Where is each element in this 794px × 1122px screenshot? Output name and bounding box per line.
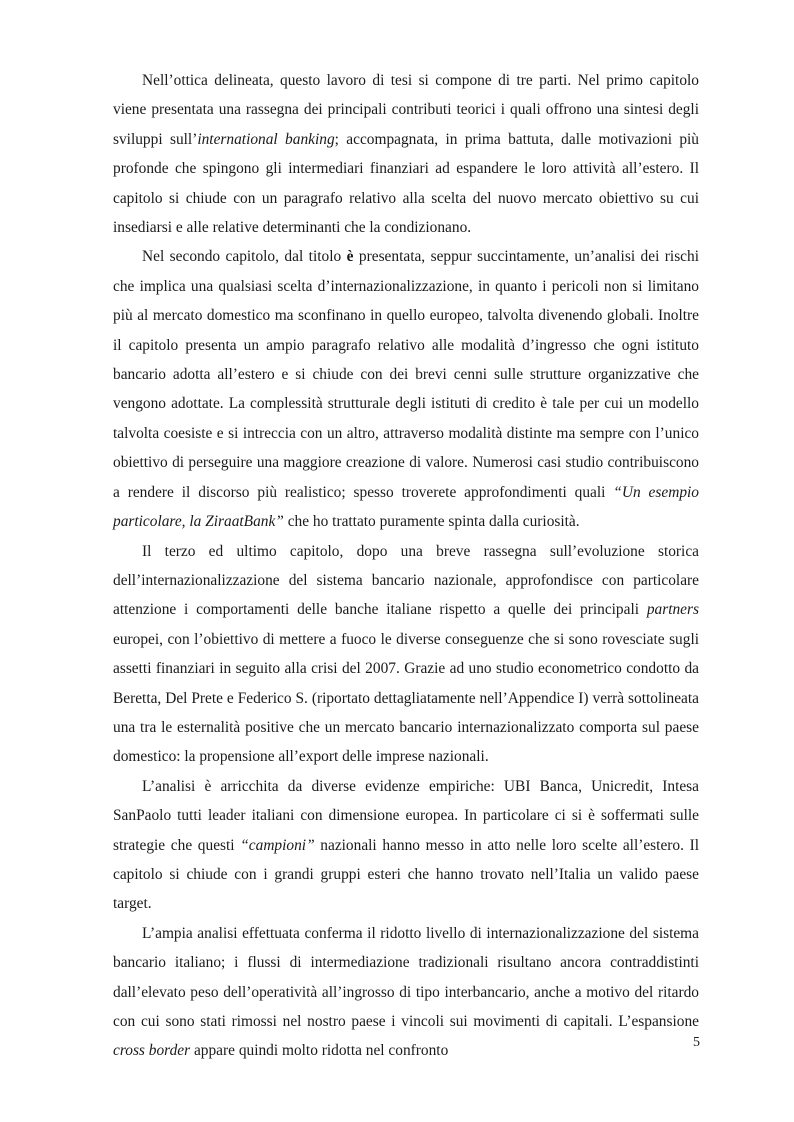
text-run: L’analisi è arricchita da diverse evidenze empiriche: UBI Banca, Unicredit, Intesa SanPaolo tutti leader italiani con dimensione europea. In particolare ci si è soffermati sulle strategie che questi bbox=[113, 777, 699, 854]
text-run-italic: international banking bbox=[197, 130, 335, 148]
text-run: presentata, seppur succintamente, un’analisi dei rischi che implica una qualsiasi scelta d’internazionalizzazione, in quanto i pericoli non si limitano più al mercato domestico ma sconfinano in quello europeo, talvolta divenendo globali. Inoltre il capitolo presenta un ampio paragrafo relativo alle modalità d’ingresso che ogni istituto bancario adotta all’estero e si chiude con dei brevi cenni sulle strutture organizzative che vengono adottate. La complessità strutturale degli istituti di credito è tale per cui un modello talvolta coesiste e si intreccia con un altro, attraverso modalità distinte ma sempre con l’unico obiettivo di perseguire una maggiore creazione di valore. Numerosi casi studio contribuiscono a rendere il discorso più realistico; spesso troverete approfondimenti quali bbox=[113, 248, 699, 501]
text-run: nazionali hanno messo in atto nelle loro scelte all’estero. Il capitolo si chiude con i grandi gruppi esteri che hanno trovato nell’Italia un valido paese target. bbox=[113, 836, 700, 913]
text-run: Il terzo ed ultimo capitolo, dopo una breve rassegna sull’evoluzione storica dell’internazionalizzazione del sistema bancario nazionale, approfondisce con particolare attenzione i comportamenti delle banche italiane rispetto a quelle dei principali bbox=[113, 542, 699, 619]
text-run: Nel secondo capitolo, dal titolo bbox=[142, 248, 347, 266]
paragraph-second-chapter bbox=[113, 242, 699, 536]
text-run: europei, con l’obiettivo di mettere a fuoco le diverse conseguenze che si sono rovesciate sugli assetti finanziari in seguito alla crisi del 2007. Grazie ad uno studio econometrico condotto da Beretta, Del Prete e Federico S. (riportato dettagliatamente nell’Appendice I) verrà sottolineata una tra le esternalità positive che un mercato bancario internazionalizzato comporta sul paese domestico: la propensione all’export delle imprese nazionali. bbox=[113, 630, 699, 766]
paragraph-intro bbox=[113, 66, 699, 242]
text-run-italic: “campioni” bbox=[240, 836, 315, 854]
text-run: L’ampia analisi effettuata conferma il ridotto livello di internazionalizzazione del sistema bancario italiano; i flussi di intermediazione tradizionali risultano ancora contraddistinti dall’elevato peso dell’operatività all’ingrosso di tipo interbancario, anche a motivo del ritardo con cui sono stati rimossi nel nostro paese i vincoli sui movimenti di capitali. L’espansione bbox=[113, 924, 699, 1030]
text-run-italic: “Un esempio particolare, la ZiraatBank” bbox=[113, 483, 699, 531]
text-run-italic: cross border bbox=[113, 1042, 191, 1060]
text-run: ; accompagnata, in prima battuta, dalle motivazioni più profonde che spingono gli intermediari finanziari ad espandere le loro attività all’estero. Il capitolo si chiude con un paragrafo relativo alla scelta del nuovo mercato obiettivo su cui insediarsi e alle relative determinanti che la condizionano. bbox=[113, 130, 699, 237]
page-number: 5 bbox=[693, 1035, 700, 1050]
text-run: Nell’ottica delineata, questo lavoro di tesi si compone di tre parti. Nel primo capitolo viene presentata una rassegna dei principali contributi teorici i quali offrono una sintesi degli sviluppi sull’ bbox=[113, 72, 699, 148]
text-run-bold: è bbox=[346, 248, 354, 266]
text-run: appare quindi molto ridotta nel confronto bbox=[190, 1042, 449, 1060]
text-run-italic: partners bbox=[646, 601, 699, 619]
document-body bbox=[113, 66, 699, 1066]
paragraph-third-chapter bbox=[113, 537, 699, 772]
paragraph-empirical-evidence bbox=[113, 772, 699, 919]
paragraph-conclusion bbox=[113, 919, 699, 1066]
text-run: che ho trattato puramente spinta dalla curiosità. bbox=[283, 513, 580, 531]
